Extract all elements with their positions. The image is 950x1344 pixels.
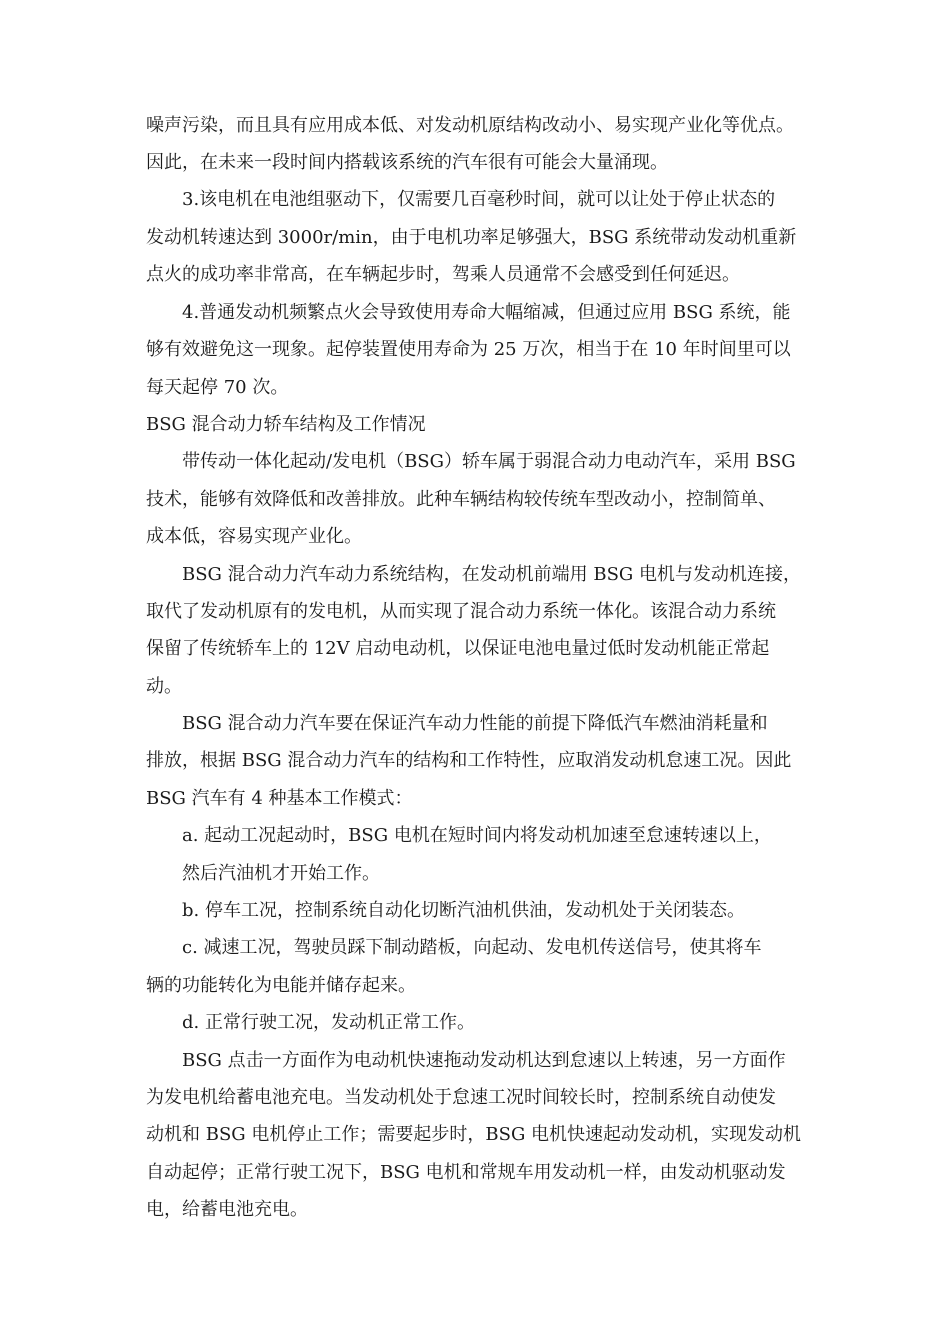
text-line: 带传动一体化起动/发电机（BSG）轿车属于弱混合动力电动汽车，采用 BSG — [182, 451, 796, 472]
text-line: 发动机转速达到 3000r/min，由于电机功率足够强大，BSG 系统带动发动机重新 — [146, 227, 797, 248]
text-line: 技术，能够有效降低和改善排放。此种车辆结构较传统车型改动小，控制简单、 — [146, 489, 776, 510]
text-line: 排放，根据 BSG 混合动力汽车的结构和工作特性，应取消发动机怠速工况。因此 — [146, 750, 792, 771]
text-line: 点火的成功率非常高，在车辆起步时，驾乘人员通常不会感受到任何延迟。 — [146, 264, 740, 285]
list-item: d. 正常行驶工况，发动机正常工作。 — [182, 1012, 475, 1033]
text-line: 3.该电机在电池组驱动下，仅需要几百毫秒时间，就可以让处于停止状态的 — [182, 189, 776, 210]
text-line: 自动起停；正常行驶工况下，BSG 电机和常规车用发动机一样，由发动机驱动发 — [146, 1162, 786, 1183]
text-line: 取代了发动机原有的发电机，从而实现了混合动力系统一体化。该混合动力系统 — [146, 601, 776, 622]
text-line: 动。 — [146, 676, 182, 697]
section-heading: BSG 混合动力轿车结构及工作情况 — [146, 414, 426, 435]
text-line: BSG 混合动力汽车要在保证汽车动力性能的前提下降低汽车燃油消耗量和 — [182, 713, 768, 734]
text-line: BSG 点击一方面作为电动机快速拖动发动机达到怠速以上转速，另一方面作 — [182, 1050, 786, 1071]
text-line: 成本低，容易实现产业化。 — [146, 526, 362, 547]
text-line: 够有效避免这一现象。起停装置使用寿命为 25 万次，相当于在 10 年时间里可以 — [146, 339, 791, 360]
text-line: 每天起停 70 次。 — [146, 377, 289, 398]
text-line: 保留了传统轿车上的 12V 启动电动机，以保证电池电量过低时发动机能正常起 — [146, 638, 770, 659]
text-line: 为发电机给蓄电池充电。当发动机处于怠速工况时间较长时，控制系统自动使发 — [146, 1087, 776, 1108]
list-item: b. 停车工况，控制系统自动化切断汽油机供油，发动机处于关闭装态。 — [182, 900, 745, 921]
text-line: BSG 混合动力汽车动力系统结构，在发动机前端用 BSG 电机与发动机连接， — [182, 564, 802, 585]
text-line: 电，给蓄电池充电。 — [146, 1199, 308, 1220]
text-line: 噪声污染，而且具有应用成本低、对发动机原结构改动小、易实现产业化等优点。 — [146, 115, 794, 136]
text-line: 4.普通发动机频繁点火会导致使用寿命大幅缩减，但通过应用 BSG 系统，能 — [182, 302, 791, 323]
list-item: c. 减速工况，驾驶员踩下制动踏板，向起动、发电机传送信号，使其将车 — [182, 937, 762, 958]
list-item: a. 起动工况起动时，BSG 电机在短时间内将发动机加速至怠速转速以上， — [182, 825, 772, 846]
text-line: 因此，在未来一段时间内搭载该系统的汽车很有可能会大量涌现。 — [146, 152, 668, 173]
text-line: BSG 汽车有 4 种基本工作模式： — [146, 788, 413, 809]
list-item-continuation: 辆的功能转化为电能并储存起来。 — [146, 975, 416, 996]
list-item-continuation: 然后汽油机才开始工作。 — [182, 863, 380, 884]
text-line: 动机和 BSG 电机停止工作；需要起步时，BSG 电机快速起动发动机，实现发动机 — [146, 1124, 802, 1145]
